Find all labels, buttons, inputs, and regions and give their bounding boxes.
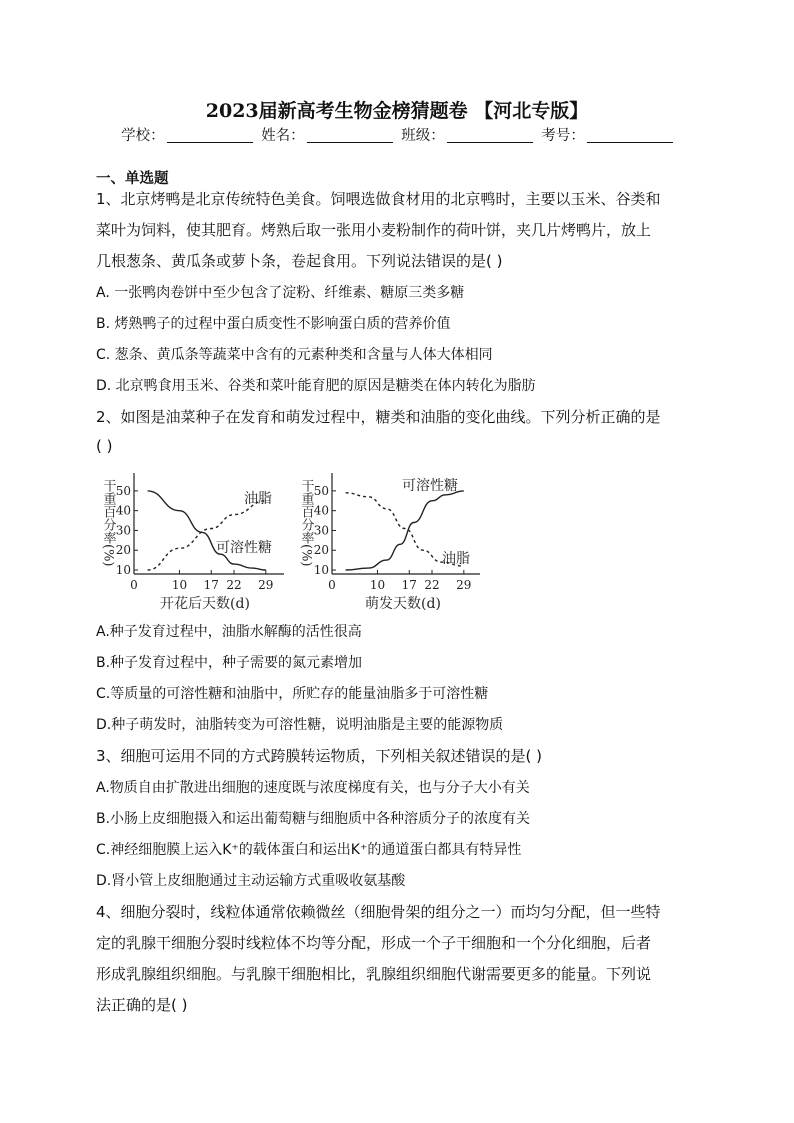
series-label-oil: 油脂 [244, 491, 272, 507]
q2-stem-line: 2、如图是油菜种子在发育和萌发过程中，糖类和油脂的变化曲线。下列分析正确的是 [96, 408, 661, 426]
name-blank[interactable] [307, 128, 393, 143]
page-title: 2023届新高考生物金榜猜题卷 【河北专版】 [205, 100, 589, 122]
q1-option-c: C. 葱条、黄瓜条等蔬菜中含有的元素种类和含量与人体大体相同 [96, 347, 493, 363]
series-label-oil: 油脂 [442, 551, 470, 567]
q3-option-b: B.小肠上皮细胞摄入和运出葡萄糖与细胞质中各种溶质分子的浓度有关 [96, 811, 531, 827]
q4-stem-line: 定的乳腺干细胞分裂时线粒体不均等分配，形成一个子干细胞和一个分化细胞，后者 [96, 934, 652, 952]
y-tick-label: 50 [313, 483, 329, 498]
q1-stem-line: 几根葱条、黄瓜条或萝卜条，卷起食用。下列说法错误的是( ) [96, 252, 503, 270]
q1-stem-line: 菜叶为饲料，使其肥育。烤熟后取一张用小麦粉制作的荷叶饼，夹几片烤鸭片，放上 [96, 221, 652, 239]
y-tick-label: 30 [313, 523, 329, 538]
oil-sugar-charts [96, 467, 480, 610]
school-label: 学校： [121, 128, 165, 144]
x-tick-label: 29 [456, 578, 472, 592]
y-tick-label: 30 [115, 523, 131, 538]
x-tick-label: 17 [401, 578, 417, 592]
q3-option-a: A.物质自由扩散进出细胞的速度既与浓度梯度有关，也与分子大小有关 [96, 780, 530, 796]
y-tick-label: 20 [115, 543, 131, 558]
y-tick-label: 40 [313, 503, 329, 518]
x-tick-label: 10 [369, 578, 386, 592]
y-tick-label: 10 [115, 563, 131, 578]
q3-option-c: C.神经细胞膜上运入K⁺的载体蛋白和运出K⁺的通道蛋白都具有特异性 [96, 842, 522, 858]
class-label: 班级： [401, 128, 445, 144]
q2-option-d: D.种子萌发时，油脂转变为可溶性糖，说明油脂是主要的能源物质 [96, 717, 504, 733]
y-tick-label: 50 [115, 483, 131, 498]
x-axis-label: 萌发天数(d) [365, 596, 441, 610]
x-tick-label: 22 [424, 578, 440, 592]
q3-stem-line: 3、细胞可运用不同的方式跨膜转运物质，下列相关叙述错误的是( ) [96, 747, 543, 765]
y-axis-label: 干重百分率(%) [100, 479, 116, 567]
name-label: 姓名： [261, 128, 305, 144]
q1-option-b: B. 烤熟鸭子的过程中蛋白质变性不影响蛋白质的营养价值 [96, 316, 451, 332]
class-blank[interactable] [447, 128, 533, 143]
x-tick-label: 0 [130, 578, 138, 592]
q2-option-c: C.等质量的可溶性糖和油脂中，所贮存的能量油脂多于可溶性糖 [96, 686, 489, 702]
charts-svg [96, 467, 480, 610]
exam-number-label: 考号： [541, 128, 585, 144]
q2-stem-line: ( ) [96, 437, 113, 455]
x-tick-label: 22 [226, 578, 242, 592]
q3-option-d: D.肾小管上皮细胞通过主动运输方式重吸收氨基酸 [96, 873, 406, 889]
q1-stem-line: 1、北京烤鸭是北京传统特色美食。饲喂选做食材用的北京鸭时，主要以玉米、谷类和 [96, 190, 661, 208]
exam-number-blank[interactable] [587, 128, 673, 143]
name-field [261, 124, 393, 145]
y-tick-label: 10 [313, 563, 329, 578]
section-title: 一、单选题 [96, 171, 169, 187]
y-axis-label: 干重百分率(%) [298, 479, 314, 567]
series-label-soluble-sugar: 可溶性糖 [216, 540, 272, 556]
x-tick-label: 10 [171, 578, 188, 592]
x-tick-label: 17 [203, 578, 219, 592]
x-tick-label: 0 [328, 578, 336, 592]
q4-stem-line: 形成乳腺组织细胞。与乳腺干细胞相比，乳腺组织细胞代谢需要更多的能量。下列说 [96, 965, 652, 983]
q2-option-b: B.种子发育过程中，种子需要的氮元素增加 [96, 655, 363, 671]
y-tick-label: 20 [313, 543, 329, 558]
student-info-line [0, 124, 794, 145]
school-field [121, 124, 253, 145]
school-blank[interactable] [167, 128, 253, 143]
q4-stem-line: 法正确的是( ) [96, 996, 188, 1014]
x-axis-label: 开花后天数(d) [160, 596, 250, 610]
exam-number-field [541, 124, 673, 145]
q1-option-a: A. 一张鸭肉卷饼中至少包含了淀粉、纤维素、糖原三类多糖 [96, 285, 465, 301]
q4-stem-line: 4、细胞分裂时，线粒体通常依赖微丝（细胞骨架的组分之一）而均匀分配，但一些特 [96, 903, 661, 921]
q2-option-a: A.种子发育过程中，油脂水解酶的活性很高 [96, 624, 362, 640]
x-tick-label: 29 [258, 578, 274, 592]
class-field [401, 124, 533, 145]
series-label-soluble-sugar: 可溶性糖 [402, 478, 458, 494]
y-tick-label: 40 [115, 503, 131, 518]
q1-option-d: D. 北京鸭食用玉米、谷类和菜叶能育肥的原因是糖类在体内转化为脂肪 [96, 378, 536, 394]
